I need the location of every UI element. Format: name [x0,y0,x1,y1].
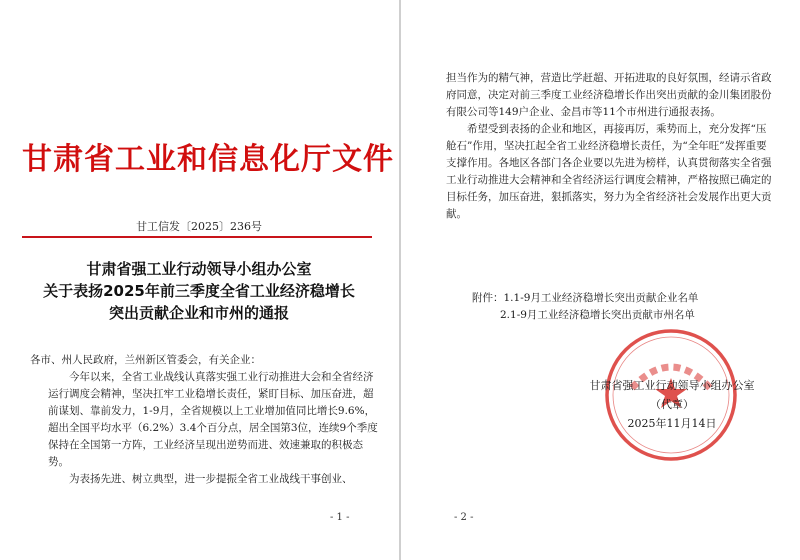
paragraph: 担当作为的精气神，营造比学赶超、开拓进取的良好氛围，经请示省政府同意，决定对前三季度工业经济稳增长作出突出贡献的金川集团股份有限公司等149户企业、金昌市等11个市州进行通报表扬。 [446,72,772,118]
attachment-item: 2.1-9月工业经济稳增长突出贡献市州名单 [500,309,695,321]
title-line: 突出贡献企业和市州的通报 [108,304,289,322]
salutation: 各市、州人民政府，兰州新区管委会，有关企业： [30,354,261,366]
document-title [0,258,398,324]
page-number: - 2 - [454,512,474,523]
page-2 [402,0,800,560]
signature-block [552,376,792,433]
seal-label: （代章） [650,398,694,411]
attachment-item: 附件：1.1-9月工业经济稳增长突出贡献企业名单 [472,292,699,304]
paragraph: 希望受到表扬的企业和地区，再接再厉，乘势而上，充分发挥“压舱石”作用，坚决扛起全省工业经济稳增长责任，为“全年旺”发挥重要支撑作用。各地区各部门各企业要以先进为榜样，认真贯彻落实全省强工业行动推进大会精神和全省经济运行调度会精神，严格按照已确定的目标任务，加压奋进，狠抓落实，努力为全省经济社会发展作出更大贡献。 [446,123,772,220]
issue-date: 2025年11月14日 [627,417,717,430]
document-number: 甘工信发〔2025〕236号 [136,220,262,233]
attachments [472,290,772,324]
red-divider-line [22,236,372,238]
document-header: 甘肃省工业和信息化厅文件 [22,142,394,177]
page-number: - 1 - [330,512,350,523]
paragraph: 今年以来，全省工业战线认真落实强工业行动推进大会和全省经济运行调度会精神，坚决扛牢工业稳增长责任，紧盯目标、加压奋进，超前谋划、靠前发力，1-9月，全省规模以上工业增加值同比增长9.6%，超出全国平均水平（6.2%）3.4个百分点，居全国第3位，连续9个季度保持在全国第一方阵，工业经济呈现出逆势而进、效速兼取的积极态势。 [48,371,378,468]
title-line: 关于表扬2025年前三季度全省工业经济稳增长 [43,282,355,300]
signer-name: 甘肃省强工业行动领导小组办公室 [589,379,755,392]
body-text [446,70,774,223]
body-text [30,352,378,488]
paragraph: 为表扬先进、树立典型，进一步提振全省工业战线干事创业、 [69,473,353,485]
page-gap [399,0,401,560]
page-1 [0,0,398,560]
title-line: 甘肃省强工业行动领导小组办公室 [86,260,312,278]
